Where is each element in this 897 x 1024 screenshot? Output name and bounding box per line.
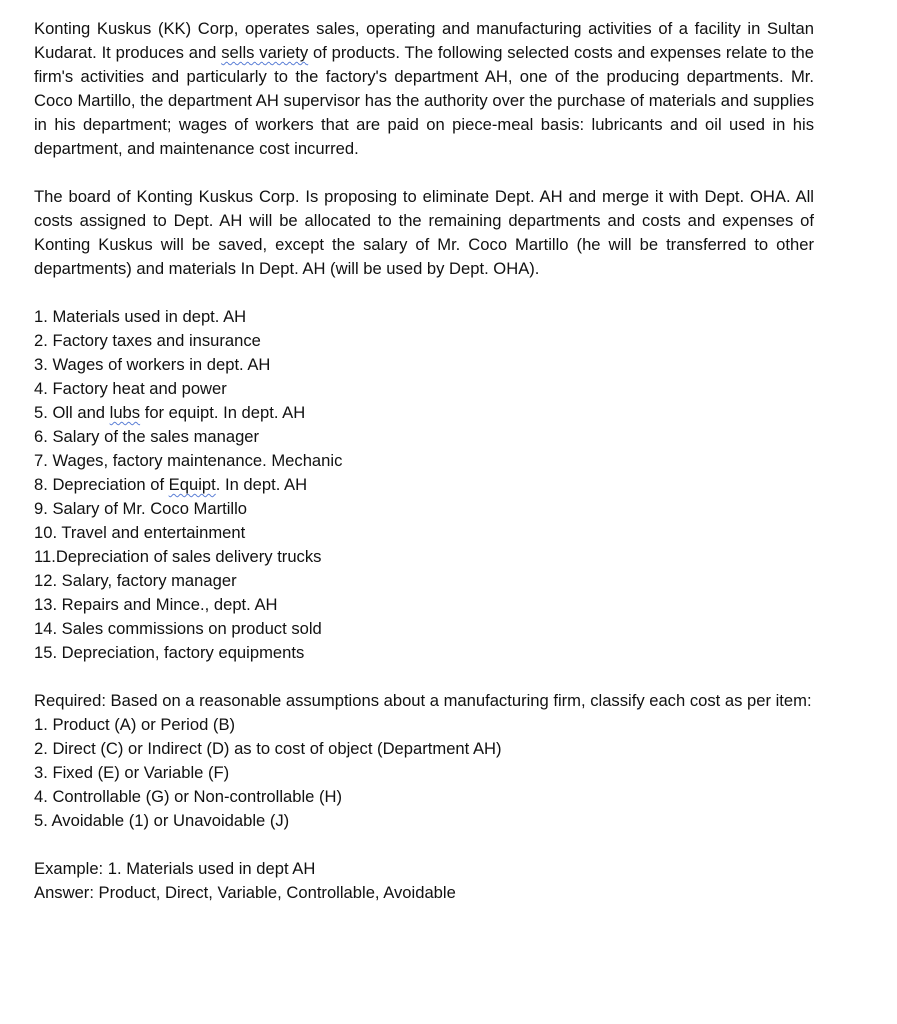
intro-paragraph — [34, 17, 814, 161]
list-item: 10. Travel and entertainment — [34, 523, 246, 542]
list-item-text: 5. Oll and — [34, 403, 110, 422]
spellcheck-flagged-phrase[interactable]: sells variety — [221, 43, 309, 62]
list-item: 15. Depreciation, factory equipments — [34, 643, 305, 662]
required-item: 5. Avoidable (1) or Unavoidable (J) — [34, 811, 290, 830]
spellcheck-flagged-word[interactable]: Equipt — [168, 475, 216, 494]
intro-text-part2: of products. The following selected costs and expenses relate to the firm's activities and particularly to the factory's department AH, one of the producing departments. Mr. Coco Martillo, the department AH supervisor has the authority over the purchase of materials and supplies in his department; wages of workers that are paid on piece-meal basis: lubricants and oil used in his department, and maintenance cost incurred. — [34, 43, 814, 158]
required-intro: Required: Based on a reasonable assumptions about a manufacturing firm, classify each cost as per item: — [34, 691, 812, 710]
list-item: 14. Sales commissions on product sold — [34, 619, 322, 638]
list-item: 3. Wages of workers in dept. AH — [34, 355, 271, 374]
required-item: 2. Direct (C) or Indirect (D) as to cost of object (Department AH) — [34, 739, 502, 758]
list-item: 11.Depreciation of sales delivery trucks — [34, 547, 322, 566]
intro-text-part1: Konting Kuskus (KK) Corp, operates sales, operating and manufacturing activities of a facility in Sultan Kudarat. It produces and — [34, 19, 814, 62]
list-item: 2. Factory taxes and insurance — [34, 331, 261, 350]
paragraph-gap — [34, 161, 814, 185]
list-item-text: for equipt. In dept. AH — [140, 403, 306, 422]
spellcheck-flagged-word[interactable]: lubs — [109, 403, 141, 422]
list-item: 13. Repairs and Mince., dept. AH — [34, 595, 278, 614]
list-item: 4. Factory heat and power — [34, 379, 227, 398]
example-answer: Answer: Product, Direct, Variable, Controllable, Avoidable — [34, 883, 456, 902]
list-item-text: . In dept. AH — [215, 475, 308, 494]
proposal-paragraph: The board of Konting Kuskus Corp. Is proposing to eliminate Dept. AH and merge it with Dept. OHA. All costs assigned to Dept. AH will be allocated to the remaining departments and costs and expenses of Konting Kuskus will be saved, except the salary of Mr. Coco Martillo (he will be transferred to other departments) and materials In Dept. AH (will be used by Dept. OHA). — [34, 187, 814, 278]
list-item — [34, 473, 814, 497]
list-item: 12. Salary, factory manager — [34, 571, 237, 590]
list-item: 1. Materials used in dept. AH — [34, 307, 247, 326]
list-item: 6. Salary of the sales manager — [34, 427, 260, 446]
required-section — [34, 689, 814, 833]
required-item: 1. Product (A) or Period (B) — [34, 715, 236, 734]
list-item: 7. Wages, factory maintenance. Mechanic — [34, 451, 343, 470]
list-item-text: 8. Depreciation of — [34, 475, 169, 494]
paragraph-gap — [34, 833, 814, 857]
example-section — [34, 857, 814, 905]
paragraph-gap — [34, 281, 814, 305]
example-question: Example: 1. Materials used in dept AH — [34, 859, 316, 878]
list-item — [34, 401, 814, 425]
required-item: 4. Controllable (G) or Non-controllable (H) — [34, 787, 343, 806]
cost-items-list — [34, 305, 814, 665]
list-item: 9. Salary of Mr. Coco Martillo — [34, 499, 248, 518]
required-item: 3. Fixed (E) or Variable (F) — [34, 763, 230, 782]
paragraph-gap — [34, 665, 814, 689]
document-body — [34, 17, 814, 905]
